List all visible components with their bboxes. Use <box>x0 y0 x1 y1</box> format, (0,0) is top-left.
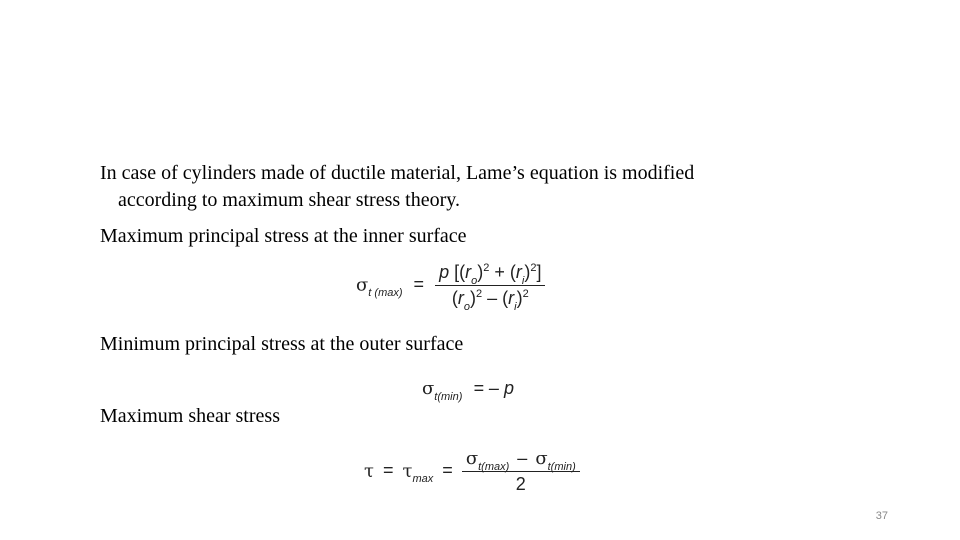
sigma-symbol: σ <box>356 274 369 296</box>
max-principal-label: Maximum principal stress at the inner surface <box>100 225 467 247</box>
eq1-fraction <box>435 262 545 313</box>
eq3-denominator: 2 <box>515 474 526 494</box>
eq2-rhs: = – p <box>473 378 514 398</box>
eq3-fraction <box>462 448 580 495</box>
page-number: 37 <box>875 510 888 522</box>
eq1-numerator: p $[(r_o)^2 + (r_i)^2]$ <box>435 262 545 286</box>
equation-max-shear-stress: $\tau = \tau_{max}$ = $\frac{\sigma_{t(max)} - \sigma_{t(min)}}{2}$ <box>364 448 580 495</box>
intro-line-2: according to maximum shear stress theory. <box>118 189 460 211</box>
max-shear-label: Maximum shear stress <box>100 405 280 427</box>
eq1-denominator: $(r_o)^2 - (r_i)^2$ <box>451 288 529 313</box>
eq2-lhs-subscript: t(min) <box>434 391 463 403</box>
min-principal-label: Minimum principal stress at the outer surface <box>100 333 464 355</box>
equation-min-principal-stress <box>422 378 514 403</box>
equation-max-principal-stress <box>356 262 545 313</box>
tau-symbol: τ <box>364 460 374 482</box>
eq3-tau-subscript: max <box>412 473 434 486</box>
intro-line-1: In case of cylinders made of ductile material, Lame’s equation is modified <box>100 162 695 184</box>
eq3-numerator: $\sigma_{t(max)} - \sigma_{t(min)}$ <box>462 448 580 472</box>
tau-max-symbol: τ <box>402 460 413 482</box>
sigma-symbol-2: σ <box>422 378 435 399</box>
eq1-equals: = <box>413 274 425 295</box>
eq1-lhs-subscript: t (max) <box>368 287 403 300</box>
